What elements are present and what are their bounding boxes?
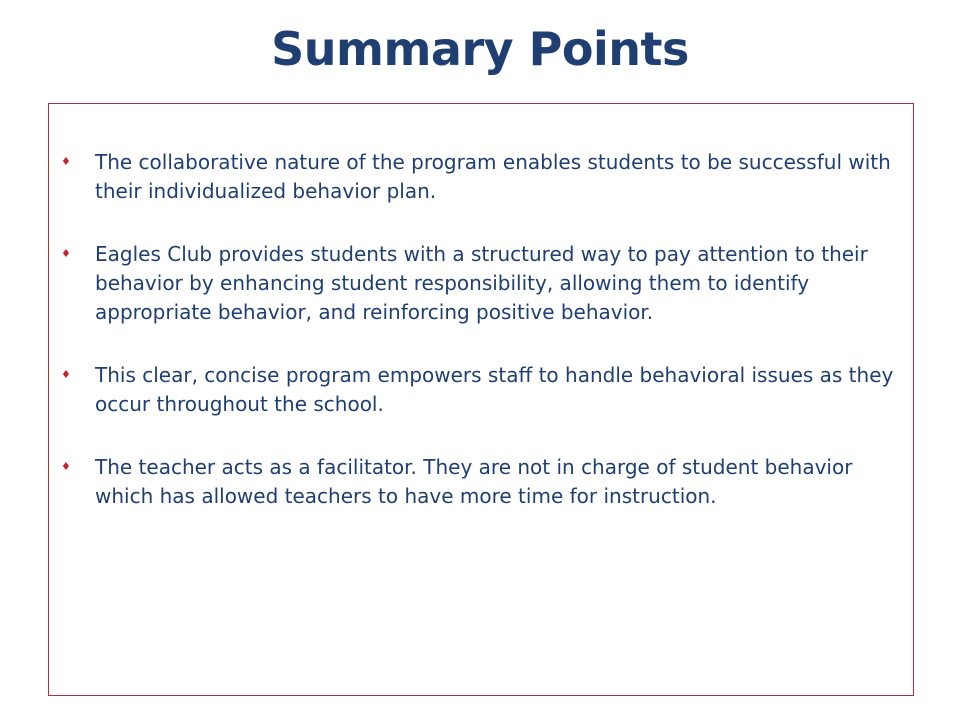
diamond-bullet-icon: ♦	[61, 368, 71, 381]
bullet-item-1	[49, 148, 915, 206]
bullet-text-2: Eagles Club provides students with a structured way to pay attention to their behavior by enhancing student responsibility, allowing them to identify appropriate behavior, and reinforcing positive behavior.	[95, 242, 868, 324]
diamond-bullet-icon: ♦	[61, 460, 71, 473]
content-box	[48, 103, 914, 696]
diamond-bullet-icon: ♦	[61, 155, 71, 168]
bullet-text-4: The teacher acts as a facilitator. They are not in charge of student behavior which has allowed teachers to have more time for instruction.	[95, 455, 853, 508]
bullet-item-3	[49, 361, 915, 419]
bullet-text-1: The collaborative nature of the program enables students to be successful with their individualized behavior plan.	[95, 150, 891, 203]
bullet-item-2	[49, 240, 915, 327]
bullet-item-4	[49, 453, 915, 511]
diamond-bullet-icon: ♦	[61, 247, 71, 260]
slide-title: Summary Points	[271, 22, 689, 76]
bullet-list	[49, 148, 915, 545]
bullet-text-3: This clear, concise program empowers staff to handle behavioral issues as they occur throughout the school.	[95, 363, 894, 416]
